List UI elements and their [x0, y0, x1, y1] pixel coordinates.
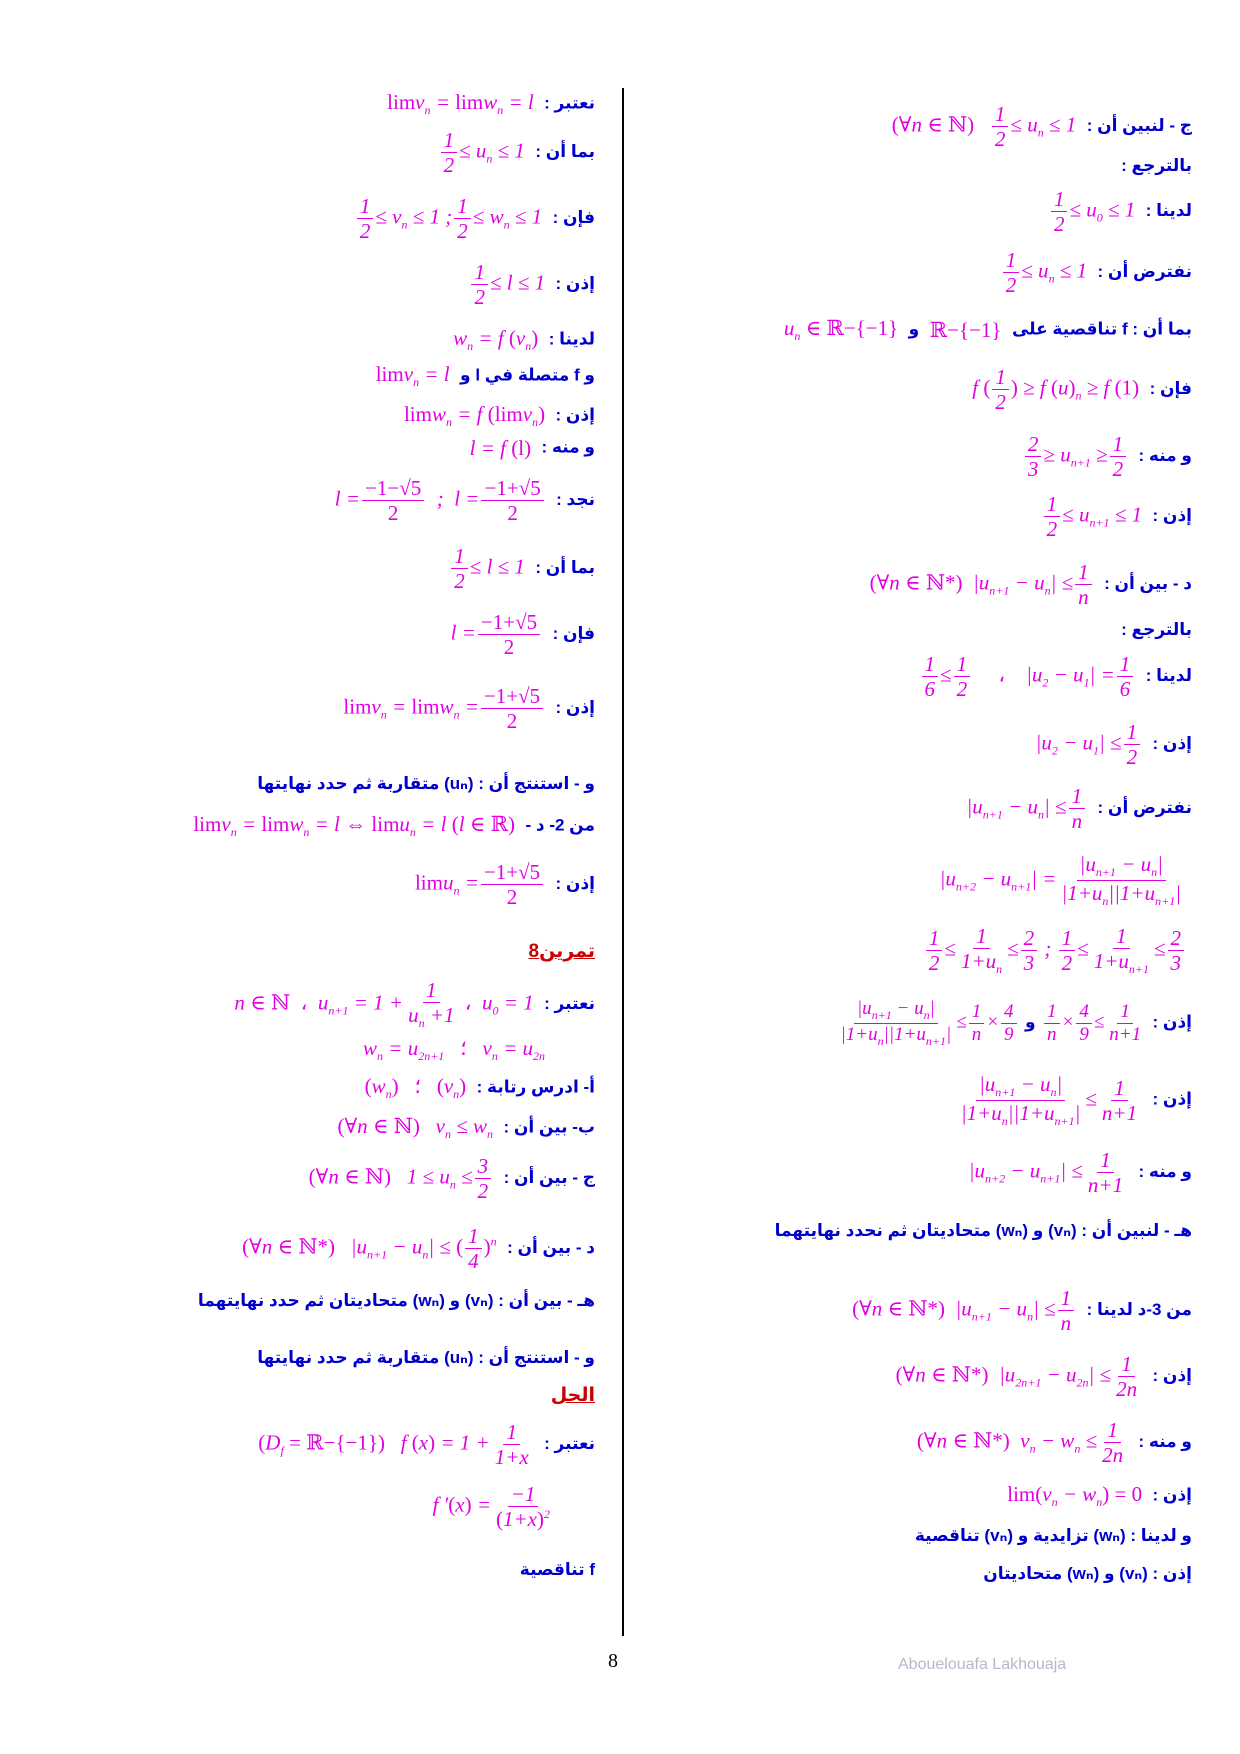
formula: l = f (l): [469, 436, 532, 460]
formula: $\frac{1}{2}$ ≤ $u_{n+1} \le 1$: [1042, 492, 1142, 541]
column-divider: [622, 88, 624, 1636]
formula: limv$_n$ = limw$_n$ = l ⇔ limu$_n$ = l (l ∈ ℝ): [193, 812, 516, 840]
line-l21: [85, 1154, 595, 1203]
formula: $\frac{|u_{n+1} - u_n|}{|1+u_n||1+u_{n+1}|}$ ≤ $\frac{1}{n+1}$: [960, 1072, 1138, 1129]
line-l25: [85, 1384, 595, 1407]
formula: $\frac{1}{2}$ ≤ $\frac{1}{1+u_n}$ ≤ $\frac{2}{3}$ ; $\frac{1}{2}$ ≤ $\frac{1}{1+u_{n+1}}$ ≤ $\frac{2}{3}$: [924, 924, 1186, 977]
formula: limv$_n$ = limw$_n$ = $\frac{-1+√5}{2}$: [343, 684, 545, 733]
label: من 2- د -: [525, 815, 595, 835]
label: و - استنتج أن : (uₙ) متقاربة ثم حدد نهايتها: [257, 1348, 595, 1367]
label: بالترجع :: [1121, 620, 1192, 639]
label: إذن :: [555, 405, 595, 425]
formula: f ( $\frac{1}{2}$ ) ≥ f $(u)_n \ge f$ (1): [972, 365, 1140, 415]
formula: $|u_{n+2} - u_{n+1}|$ ≤ $\frac{1}{n+1}$: [968, 1148, 1124, 1198]
line-r7: [682, 432, 1192, 481]
label: إذن :: [555, 697, 595, 717]
line-r4: [682, 248, 1192, 297]
label: و - استنتج أن : (uₙ) متقاربة ثم حدد نهايتها: [257, 774, 595, 793]
line-l28: [85, 1560, 595, 1580]
label: ب- بين أن :: [503, 1117, 595, 1137]
label: ج - لنبين أن :: [1086, 115, 1192, 135]
formula: (∀n ∈ ℕ*) $|u_{n+1} - u_n|$ ≤ $\frac{1}{n}$: [870, 560, 1094, 609]
formula: (∀n ∈ ℕ*) $v_n - w_n$ ≤ $\frac{1}{2n}$: [916, 1418, 1124, 1468]
label: لدينا :: [1145, 200, 1192, 220]
formula: $\frac{1}{2}$ ≤ l ≤ 1: [469, 260, 545, 309]
line-l14: [85, 812, 595, 840]
line-r8: [682, 492, 1192, 541]
line-l18: [85, 1036, 595, 1064]
label: نجد :: [556, 489, 595, 509]
line-l4: [85, 260, 595, 309]
formula: $\frac{1}{6}$ ≤ $\frac{1}{2}$ ، $|u_2 - u_1|$ = $\frac{1}{6}$: [920, 652, 1136, 701]
line-l22: [85, 1224, 595, 1273]
label: هـ - بين أن : (vₙ) و (wₙ) متحاديتان ثم حدد نهايتهما: [197, 1291, 595, 1310]
line-l12: [85, 684, 595, 733]
exercise-heading: تمرين8: [528, 941, 595, 962]
formula: (∀n ∈ ℕ) $\frac{1}{2}$ ≤ $u_n \le 1$: [891, 102, 1077, 152]
formula: $|u_{n+2} - u_{n+1}|$ = $\frac{|u_{n+1} - u_n|}{|1+u_n||1+u_{n+1}|}$: [939, 852, 1181, 909]
line-l2: [85, 128, 595, 177]
formula: $|u_{n+1} - u_n|$ ≤ $\frac{1}{n}$: [966, 784, 1087, 833]
formula: $\frac{1}{2}$ ≤ $u_n \le 1$: [439, 128, 525, 177]
page-number: 8: [608, 1650, 618, 1672]
line-r24: [682, 1526, 1192, 1546]
label: لدينا :: [548, 329, 595, 349]
label: إذن :: [1152, 505, 1192, 525]
label: إذن :: [1152, 1485, 1192, 1505]
formula: ℝ−{−1}: [929, 317, 1002, 342]
line-l23: [85, 1286, 595, 1317]
label: إذن :: [555, 273, 595, 293]
line-l24: [85, 1348, 595, 1368]
label: إذن :: [1152, 1012, 1192, 1032]
label: و منه :: [1138, 1161, 1192, 1181]
formula: $(w_n)$ ؛ $(v_n)$: [364, 1074, 467, 1102]
label: نعتبر :: [544, 993, 595, 1013]
label: نفترض أن :: [1097, 261, 1192, 281]
formula: $\frac{1}{2}$ ≤ $v_n \le 1$ ; $\frac{1}{2}$ ≤ $w_n \le 1$: [355, 194, 542, 243]
formula: $|u_2 - u_1|$ ≤ $\frac{1}{2}$: [1036, 720, 1143, 769]
line-r12: [682, 720, 1192, 769]
line-r3: [682, 187, 1192, 236]
line-r20: [682, 1286, 1192, 1335]
formula: (∀n ∈ ℕ*) $|u_{n+1} - u_n|$ ≤ ( $\frac{1}{4}$ )$^n$: [242, 1224, 497, 1274]
label: و منه :: [1138, 1431, 1192, 1451]
formula: (∀n ∈ ℕ*) $|u_{2n+1} - u_{2n}|$ ≤ $\frac{1}{2n}$: [895, 1352, 1138, 1402]
line-l10: [85, 544, 595, 593]
author-watermark: Abouelouafa Lakhouaja: [898, 1656, 1067, 1673]
line-r5: بما أن : f تناقصية على ℝ−{−1} و $u_n$ ∈ ℝ−{−1}: [783, 316, 1192, 344]
formula: $\frac{2}{3}$ ≥ $u_{n+1}$ ≥ $\frac{1}{2}$: [1023, 432, 1128, 481]
line-l9: [85, 476, 595, 525]
line-l15: [85, 860, 595, 909]
label: إذن : (vₙ) و (wₙ) متحاديتان: [983, 1564, 1192, 1583]
label: و منه :: [1138, 445, 1192, 465]
formula: (∀n ∈ ℕ*) $|u_{n+1} - u_n|$ ≤ $\frac{1}{n}$: [852, 1286, 1076, 1335]
label: ج - بين أن :: [503, 1167, 595, 1187]
formula: (∀n ∈ ℕ) $v_n \le w_n$: [337, 1114, 493, 1142]
label: د - بين أن :: [507, 1237, 595, 1257]
formula: limv$_n$ = l: [375, 362, 450, 390]
line-r14: [682, 852, 1192, 909]
line-r15: [682, 924, 1192, 977]
formula: $\lim(v_n - w_n) = 0$: [1007, 1482, 1143, 1510]
solution-heading: الحل: [550, 1385, 595, 1406]
label: إذن :: [1152, 1089, 1192, 1109]
formula: limw$_n$ = f (limv$_n$): [403, 402, 546, 430]
line-l20: [85, 1114, 595, 1142]
line-r17: [682, 1072, 1192, 1129]
line-l16: [85, 940, 595, 963]
formula: $u_n$ ∈ ℝ−{−1}: [783, 316, 899, 344]
formula: (∀n ∈ ℕ) $1 \le u_n$ ≤ $\frac{3}{2}$: [309, 1154, 493, 1203]
line-l7: [85, 402, 595, 430]
label: و منه :: [541, 437, 595, 457]
line-r2: [682, 156, 1192, 176]
formula: $\frac{1}{2}$ ≤ $u_n \le 1$: [1001, 248, 1087, 297]
formula: $\frac{1}{2}$ ≤ l ≤ 1: [449, 544, 525, 593]
label: أ- ادرس رتابة :: [476, 1077, 595, 1097]
label: فإن :: [552, 207, 595, 227]
formula: limv$_n$ = limw$_n$ = l: [387, 90, 534, 118]
label: من 3-د لدينا :: [1086, 1299, 1192, 1319]
label: f تناقصية: [519, 1560, 595, 1579]
formula: limu$_n$ = $\frac{-1+√5}{2}$: [415, 860, 545, 909]
label: بما أن :: [535, 557, 595, 577]
label: هـ - لنبين أن : (vₙ) و (wₙ) متحاديتان ثم نحدد نهايتهما: [774, 1221, 1192, 1240]
formula: l = $\frac{-1+√5}{2}$: [451, 610, 542, 659]
label: فإن :: [1149, 378, 1192, 398]
label: بما أن :: [535, 141, 595, 161]
line-r9: [682, 560, 1192, 609]
label: إذن :: [555, 873, 595, 893]
formula: n ∈ ℕ ، $u_{n+1} = 1$ + $\frac{1}{u_n +1}$ ، $u_0 = 1$: [234, 978, 534, 1031]
line-r13: [682, 784, 1192, 833]
label: فإن :: [552, 623, 595, 643]
line-r16: إذن : $\frac{1}{n}$ × $\frac{4}{9}$ ≤ $\frac{1}{n+1}$ و $\frac{|u_{n+1} - u_n|}{|1+u_n||1+u_{n+1}|}$ ≤ $\frac{1}{n}$ × $\frac{4}{9}$: [682, 998, 1192, 1048]
line-l17: [85, 978, 595, 1031]
line-r6: [682, 365, 1192, 414]
label: لدينا :: [1145, 665, 1192, 685]
label: إذن :: [1152, 733, 1192, 753]
line-l3: [85, 194, 595, 243]
label: بالترجع :: [1121, 156, 1192, 175]
label: د - بين أن :: [1104, 573, 1192, 593]
line-l13: [85, 774, 595, 794]
formula: f ′(x) = $\frac{-1}{(1+x)^2}$: [432, 1482, 550, 1532]
line-r18: [682, 1148, 1192, 1197]
line-l5: [85, 326, 595, 354]
line-l27: [85, 1482, 595, 1531]
line-r1: [682, 102, 1192, 151]
line-r19: [682, 1216, 1192, 1247]
line-l19: [85, 1074, 595, 1102]
line-r10: [682, 620, 1192, 640]
label: بما أن : f تناقصية على: [1011, 319, 1192, 339]
formula: $\frac{|u_{n+1} - u_n|}{|1+u_n||1+u_{n+1}|}$ ≤ $\frac{1}{n}$ × $\frac{4}{9}$: [836, 998, 1019, 1048]
label: و f متصلة في l و: [460, 365, 595, 385]
label: نعتبر :: [544, 93, 595, 113]
label: و لدينا : (wₙ) تزايدية و (vₙ) تناقصية: [914, 1526, 1192, 1545]
label: نفترض أن :: [1097, 797, 1192, 817]
line-r11: [682, 652, 1192, 701]
formula: ($D_f$ = ℝ−{−1}) f (x) = 1 + $\frac{1}{1+x}$: [258, 1420, 529, 1470]
line-l6: [85, 362, 595, 390]
label: إذن :: [1152, 1365, 1192, 1385]
line-r21: [682, 1352, 1192, 1401]
line-r23: [682, 1482, 1192, 1510]
label: نعتبر :: [544, 1433, 595, 1453]
line-l26: [85, 1420, 595, 1469]
formula: l = $\frac{-1-√5}{2}$ ; l = $\frac{-1+√5}{2}$: [335, 476, 546, 525]
formula: $\frac{1}{2}$ ≤ $u_0 \le 1$: [1049, 187, 1135, 236]
line-l11: [85, 610, 595, 659]
formula: $w_n = f$ $(v_n)$: [453, 326, 539, 354]
line-r22: [682, 1418, 1192, 1467]
formula: $\frac{1}{n}$ × $\frac{4}{9}$ ≤ $\frac{1}{n+1}$: [1042, 1001, 1146, 1046]
formula: $w_n = u_{2n+1}$ ؛ $v_n = u_{2n}$: [363, 1036, 545, 1064]
line-r25: [682, 1564, 1192, 1584]
line-l1: [85, 90, 595, 118]
line-l8: [85, 436, 595, 461]
